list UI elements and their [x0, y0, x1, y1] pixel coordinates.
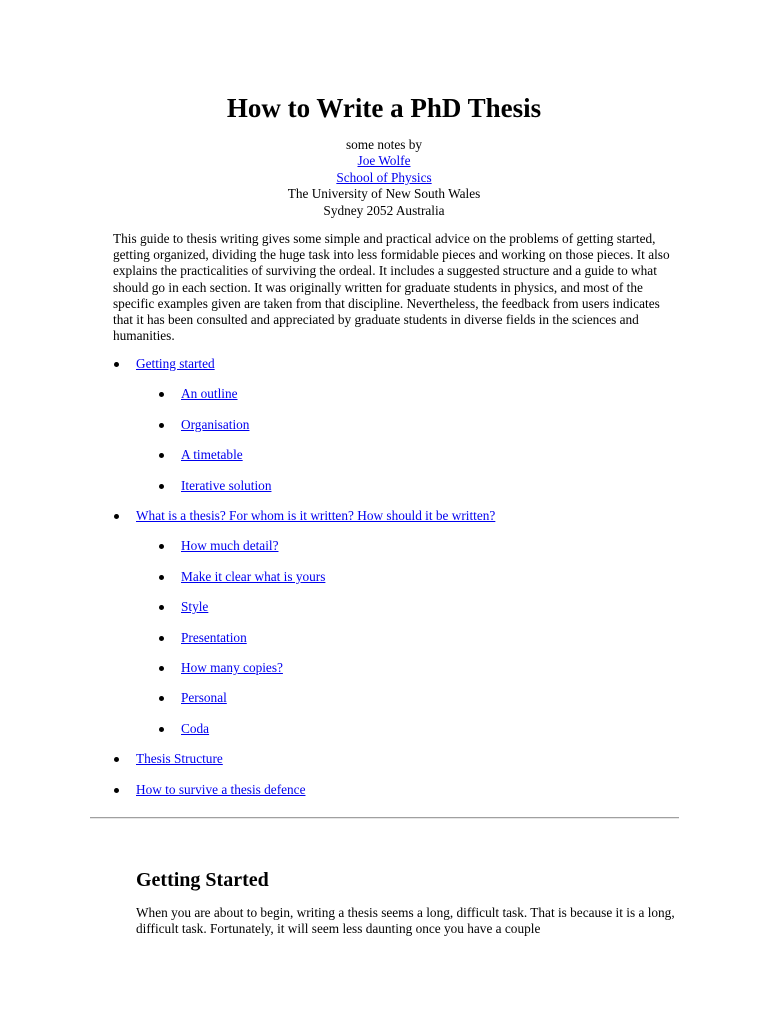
bullet-icon	[159, 575, 164, 580]
toc-subitem	[181, 659, 283, 677]
toc-link[interactable]: A timetable	[181, 447, 243, 463]
toc-link[interactable]: Style	[181, 599, 209, 615]
page-title: How to Write a PhD Thesis	[226, 93, 542, 123]
toc-subitem	[181, 446, 243, 464]
bullet-icon	[159, 423, 164, 428]
bullet-icon	[159, 484, 164, 489]
bullet-icon	[159, 636, 164, 641]
bullet-icon	[159, 666, 164, 671]
bullet-icon	[114, 757, 119, 762]
toc-subitem	[181, 720, 209, 738]
toc-item	[136, 750, 223, 768]
toc-subitem	[181, 416, 249, 434]
toc-link[interactable]: Organisation	[181, 416, 250, 432]
toc-link[interactable]: What is a thesis? For whom is it written? How should it be written?	[136, 508, 496, 523]
toc-link[interactable]: Getting started	[136, 356, 215, 371]
toc-link[interactable]: Make it clear what is yours	[181, 568, 326, 584]
bullet-icon	[159, 544, 164, 549]
bullet-icon	[159, 727, 164, 732]
toc-item	[136, 507, 495, 525]
notes-by-text: some notes by	[345, 137, 423, 152]
author-link[interactable]: Joe Wolfe	[357, 153, 411, 169]
intro-paragraph: This guide to thesis writing gives some simple and practical advice on the problems of getting started, getting organized, dividing the huge task into less formidable pieces and working on those pieces. It also explains the practicalities of surviving the ordeal. It includes a suggested structure and a guide to what should go in each section. It was originally written for graduate students in physics, and most of the specific examples given are taken from that discipline. Nevertheless, the feedback from users indicates that it has been consulted and appreciated by graduate students in diverse fields in the sciences and humanities.	[113, 231, 670, 344]
toc-link[interactable]: Presentation	[181, 629, 247, 645]
bullet-icon	[159, 392, 164, 397]
toc-item	[136, 355, 215, 373]
toc-subitem	[181, 568, 325, 586]
byline	[0, 137, 768, 219]
toc-subitem	[181, 477, 271, 495]
toc-link[interactable]: Thesis Structure	[136, 751, 223, 767]
bullet-icon	[159, 605, 164, 610]
horizontal-divider	[90, 817, 679, 819]
toc-subitem	[181, 689, 227, 707]
toc-subitem	[181, 385, 238, 403]
toc-subitem	[181, 629, 247, 647]
university-text: The University of New South Wales	[287, 186, 481, 202]
address-text: Sydney 2052 Australia	[323, 202, 445, 218]
toc-subitem	[181, 598, 208, 616]
section-heading: Getting Started	[136, 869, 269, 891]
bullet-icon	[159, 696, 164, 701]
toc-item	[136, 781, 305, 799]
bullet-icon	[114, 788, 119, 793]
bullet-icon	[114, 514, 119, 519]
bullet-icon	[159, 453, 164, 458]
toc-link[interactable]: Iterative solution	[181, 477, 272, 493]
section-paragraph: When you are about to begin, writing a thesis seems a long, difficult task. That is because it is a long, difficult task. Fortunately, it will seem less daunting once you have a couple	[136, 905, 675, 937]
school-link[interactable]: School of Physics	[336, 169, 432, 185]
toc-link[interactable]: How many copies?	[181, 660, 283, 675]
toc-link[interactable]: An outline	[181, 386, 238, 402]
toc-link[interactable]: How to survive a thesis defence	[136, 781, 306, 797]
bullet-icon	[114, 362, 119, 367]
toc-link[interactable]: How much detail?	[181, 538, 279, 554]
toc-link[interactable]: Coda	[181, 720, 210, 736]
toc-subitem	[181, 537, 278, 555]
toc-link[interactable]: Personal	[181, 690, 227, 706]
